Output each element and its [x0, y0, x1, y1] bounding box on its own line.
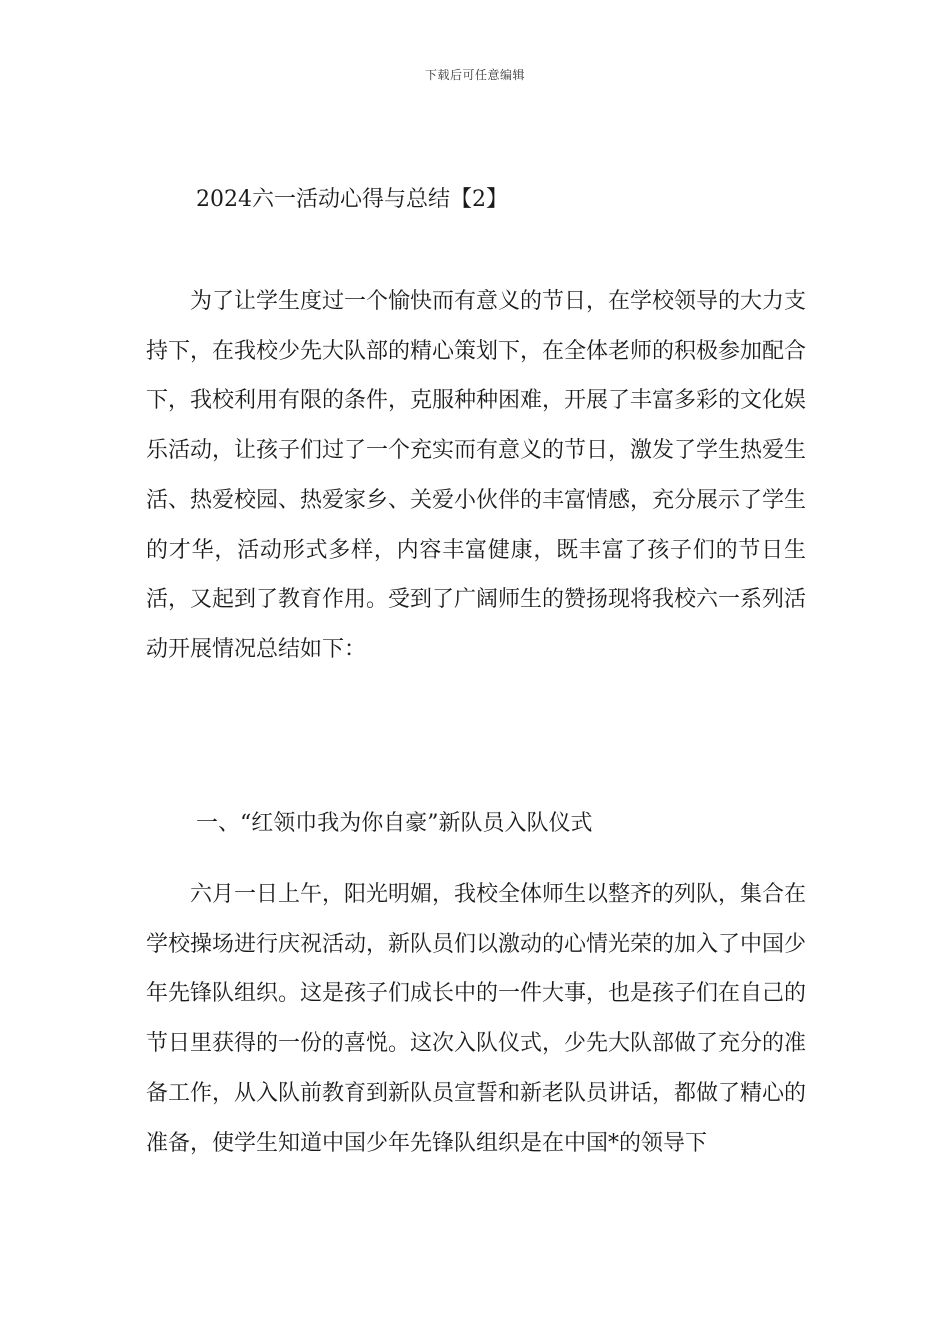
intro-paragraph: 为了让学生度过一个愉快而有意义的节日，在学校领导的大力支持下，在我校少先大队部的精心策划下，在全体老师的积极参加配合下，我校利用有限的条件，克服种种困难，开展了丰富多彩的文化娱乐活动，让孩子们过了一个充实而有意义的节日，激发了学生热爱生活、热爱校园、热爱家乡、关爱小伙伴的丰富情感，充分展示了学生的才华，活动形式多样，内容丰富健康，既丰富了孩子们的节日生活，又起到了教育作用。受到了广阔师生的赞扬现将我校六一系列活动开展情况总结如下： — [146, 289, 807, 662]
section-paragraph: 六月一日上午，阳光明媚，我校全体师生以整齐的列队，集合在学校操场进行庆祝活动，新队员们以激动的心情光荣的加入了中国少年先锋队组织。这是孩子们成长中的一件大事，也是孩子们在自己的节日里获得的一份的喜悦。这次入队仪式，少先大队部做了充分的准备工作，从入队前教育到新队员宣誓和新老队员讲话，都做了精心的准备，使学生知道中国少年先锋队组织是在中国*的领导下 — [146, 882, 807, 1156]
section-heading: 一、“红领巾我为你自豪”新队员入队仪式 — [196, 811, 593, 836]
document-title: 2024六一活动心得与总结【2】 — [196, 187, 508, 212]
page-header-note: 下载后可任意编辑 — [424, 68, 525, 82]
